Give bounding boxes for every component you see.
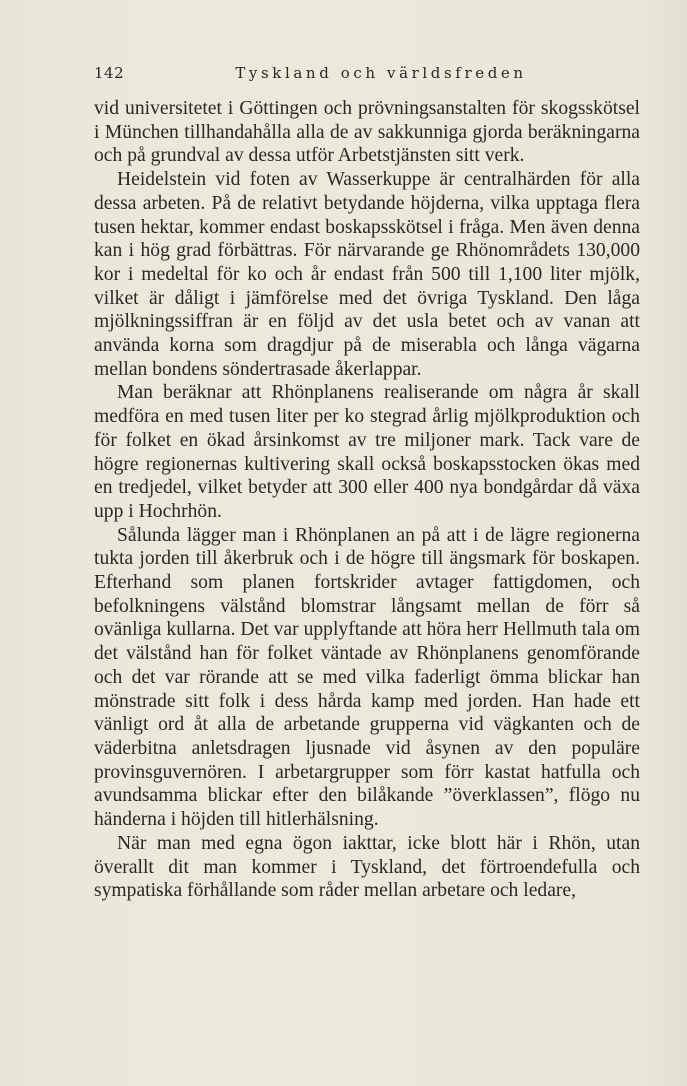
paragraph-2: Heidelstein vid foten av Wasserkuppe är centralhärden för alla dessa arbeten. På de relativt betydande höjderna, vilka upptaga flera tusen hektar, kommer endast boskapsskötsel i fråga. Men även denna kan i hög grad förbättras. För närvarande ge Rhönområdets 130,000 kor i medeltal för ko och år endast från 500 till 1,100 liter mjölk, vilket är dåligt i jämförelse med det övriga Tyskland. Den låga mjölkningssiffran är en följd av det usla betet och av vanan att använda korna som dragdjur på de miserabla och långa vägarna mellan bondens söndertrasade åkerlappar. bbox=[94, 169, 640, 380]
paragraph-3: Man beräknar att Rhönplanens realiserande om några år skall medföra en med tusen liter per ko stegrad årlig mjölkproduktion och för folket en ökad årsinkomst av tre miljoner mark. Tack vare de högre regionernas kultivering skall också boskapsstocken ökas med en tredjedel, vilket betyder att 300 eller 400 nya bondgårdar då växa upp i Hochrhön. bbox=[94, 382, 640, 522]
paragraph-4: Sålunda lägger man i Rhönplanen an på att i de lägre regionerna tukta jorden till åkerbruk och i de högre till ängsmark för boskapen. Efterhand som planen fortskrider avtager fattigdomen, och befolkningens välstånd blomstrar långsamt mellan de förr så ovänliga kullarna. Det var upplyftande att höra herr Hellmuth tala om det välstånd han för folket väntade av Rhönplanens genomförande och det var rörande att se med vilka faderligt ömma blickar han mönstrade sitt folk i dess hårda kamp med jorden. Han hade ett vänligt ord åt alla de arbetande grupperna vid vägkanten och de väderbitna anletsdragen ljusnade vid åsynen av den populäre provinsguvernören. I arbetargrupper som förr kastat hatfulla och avundsamma blickar efter den bilåkande ”överklassen”, flögo nu händerna i höjden till hitlerhälsning. bbox=[94, 524, 640, 831]
page-header bbox=[94, 64, 640, 88]
running-title: Tyskland och världsfreden bbox=[235, 64, 527, 82]
paragraph-5: När man med egna ögon iakttar, icke blott här i Rhön, utan överallt dit man kommer i Tyskland, det förtroendefulla och sympatiska förhållande som råder mellan arbetare och ledare, bbox=[94, 832, 640, 902]
paragraph-1: vid universitetet i Göttingen och prövningsanstalten för skogsskötsel i München tillhandahålla alla de av sakkunniga gjorda beräkningarna och på grundval av dessa utför Arbetstjänsten sitt verk. bbox=[94, 98, 640, 167]
body-text bbox=[94, 97, 640, 903]
page-number: 142 bbox=[94, 64, 125, 82]
